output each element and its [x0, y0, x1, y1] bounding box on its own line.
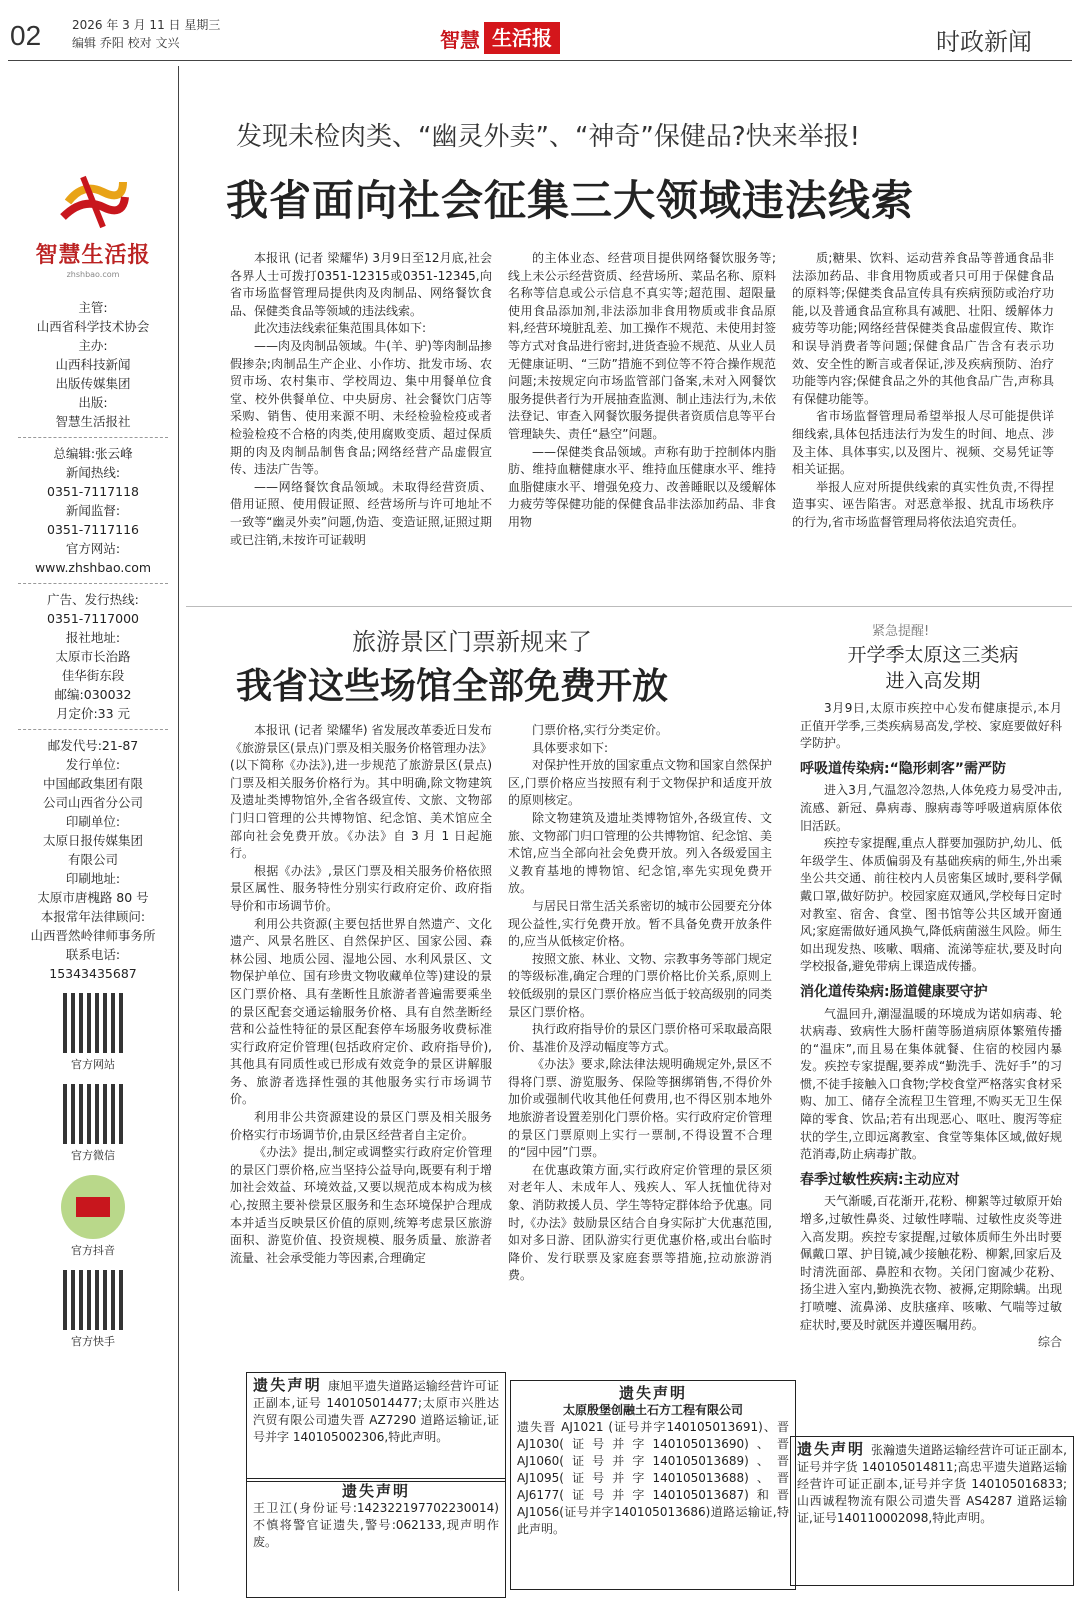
article-paragraph: ——保健类食品领域。声称有助于控制体内脂肪、维持血糖健康水平、维持血压健康水平、维持血脂健康水平、增强免疫力、改善睡眠以及缓解体力疲劳等保健功能的保健食品非法添加药品、非食用物: [508, 444, 776, 529]
article3-body: [800, 700, 1062, 1420]
article-paragraph: 疾控专家提醒,重点人群要加强防护,幼儿、低年级学生、体质偏弱及有基础疾病的师生,外出乘坐公共交通、前往校内人员密集区域时,要科学佩戴口罩,做好防护。校园家庭双通风,学校每日定时对教室、宿舍、食堂、图书馆等公共区域开窗通风;家庭需做好通风换气,降低病菌滋生风险。师生如出现发热、咳嗽、咽痛、流涕等症状,要及时向学校报备,避免带病上课造成传播。: [800, 836, 1062, 974]
article-paragraph: 本报讯 (记者 梁耀华) 省发展改革委近日发布《旅游景区(景点)门票及相关服务价格管理办法》(以下简称《办法》),进一步规范了旅游景区(景点)门票及相关服务价格行为。其中明确,除文物建筑及遗址类博物馆外,全省各级宣传、文旅、文物部门归口管理的公共博物馆、纪念馆、美术馆应全部向社会免费开放。《办法》自 3 月 1 日起施行。: [230, 723, 492, 861]
article-paragraph: 利用公共资源(主要包括世界自然遗产、文化遗产、风景名胜区、自然保护区、国家公园、森林公园、地质公园、湿地公园、水利风景区、文物保护单位、国有珍贵文物收藏单位等)建设的景区门票价格、具有垄断性且旅游者普遍需要乘坐的景区配套交通运输服务价格、具有自然垄断经营和公益性特征的景区配套停车场服务收费标准实行政府定价管理(包括政府定价、政府指导价),其他具有同质性或已形成有效竞争的景区讲解服务、旅游者选择性强的其他服务实行市场调节价。: [230, 916, 492, 1107]
notice-body: 张瀚遗失道路运输经营许可证正副本,证号并字货 140105014811;高忠平遗失道路运输经营许可证正副本,证号并字货 140105016833;山西诚程物流有限公司遗失晋 AS4287 道路运输证,证号140110002098,特此声明。: [797, 1443, 1067, 1525]
editor-line: 编辑 乔阳 校对 文兴: [72, 36, 180, 50]
article-paragraph: 具体要求如下:: [532, 740, 609, 755]
article-paragraph: 《办法》要求,除法律法规明确规定外,景区不得将门票、游览服务、保险等捆绑销售,不得价外加价或强制代收其他任何费用,也不得区别本地外地旅游者设置差别化门票价格。实行政府定价管理的景区门票原则上实行一票制,不得设置不合理的“园中园”门票。: [508, 1057, 772, 1160]
article3-kicker: 紧急提醒!: [872, 624, 930, 639]
article-paragraph: 在优惠政策方面,实行政府定价管理的景区须对老年人、未成年人、残疾人、军人抚恤优待对象、消防救援人员、学生等特定群体给予优惠。同时,《办法》鼓励景区结合自身实际扩大优惠范围,如对多日游、团队游实行更优惠价格,或出台临时降价、发行联票及家庭套票等措施,拉动旅游消费。: [508, 1162, 772, 1283]
article1-column-2: [508, 250, 776, 600]
sidebar-info-line: 出版传媒集团: [55, 376, 131, 391]
article3-headline: [808, 642, 1058, 694]
article1-kicker: 发现未检肉类、“幽灵外卖”、“神奇”保健品?快来举报!: [236, 122, 861, 152]
article-paragraph: 根据《办法》,景区门票及相关服务价格依照景区属性、服务特性分别实行政府定价、政府指导价和市场调节价。: [230, 863, 492, 913]
sidebar-info-line: 山西省科学技术协会: [36, 319, 150, 334]
article1-headline: 我省面向社会征集三大领域违法线索: [226, 176, 915, 225]
article-paragraph: 按照文旅、林业、文物、宗教事务等部门规定的等级标准,确定合理的门票价格比价关系,原则上较低级别的景区门票价格应当低于较高级别的同类景区门票价格。: [508, 951, 772, 1019]
article-paragraph: 与居民日常生活关系密切的城市公园要充分体现公益性,实行免费开放。暂不具备免费开放条件的,应当从低核定价格。: [508, 898, 772, 949]
sidebar-paper-name: 智慧生活报: [35, 242, 151, 268]
sidebar-info-line: 联系电话:: [65, 947, 121, 962]
sidebar-info-line: 新闻热线:: [65, 465, 121, 480]
sidebar-info-line: 发行单位:: [65, 757, 121, 772]
douyin-badge-icon[interactable]: [61, 1175, 125, 1239]
sidebar-info-line: 总编辑:张云峰: [53, 446, 133, 461]
article-paragraph: 《办法》提出,制定或调整实行政府定价管理的景区门票价格,应当坚持公益导向,既要有利于增加社会效益、环境效益,又要以规范成本构成为核心,按照主要补偿景区服务和生态环境保护合理成本并适当反映景区价值的原则,统筹考虑景区旅游面积、游览价值、投资规模、服务质量、旅游者流量、社会承受能力等因素,合理确定: [230, 1145, 492, 1265]
notice-body: 王卫江(身份证号:142322197702230014) 不慎将警官证遗失,警号:062133,现声明作废。: [253, 1501, 499, 1549]
contact-info-block: [8, 444, 178, 577]
article3-sub2: 消化道传染病:肠道健康要守护: [800, 983, 988, 1000]
masthead-logo: [440, 22, 632, 54]
article2-column-2: [508, 722, 772, 1370]
sidebar-info-line: 中国邮政集团有限: [42, 776, 143, 791]
qr-caption: 官方网站: [71, 1058, 115, 1071]
sidebar-info-line: 15343435687: [49, 966, 137, 981]
article-paragraph: ——网络餐饮食品领域。未取得经营资质、借用证照、使用假证照、经营场所与许可地址不一致等“幽灵外卖”问题,伪造、变造证照,证照过期或已注销,未按许可证载明: [230, 479, 492, 547]
sidebar-info-line: 公司山西省分公司: [42, 795, 143, 810]
sidebar-info-line: 本报常年法律顾问:: [40, 909, 146, 924]
article-paragraph: 对保护性开放的国家重点文物和国家自然保护区,门票价格应当按照有利于文物保护和适度开放的原则核定。: [508, 758, 772, 808]
sidebar-info-line: 印刷单位:: [65, 814, 121, 829]
sidebar-info-line: 太原日报传媒集团: [42, 833, 143, 848]
article-paragraph: 省市场监督管理局希望举报人尽可能提供详细线索,具体包括违法行为发生的时间、地点、涉及主体、具体事实,以及图片、视频、交易凭证等相关证据。: [792, 409, 1054, 477]
sidebar-info-line: 0351-7117116: [47, 522, 139, 537]
distribution-info-block: [8, 736, 178, 983]
article3-source: 综合: [1037, 1335, 1062, 1350]
article3-headline-line1: 开学季太原这三类病: [847, 644, 1019, 666]
article-paragraph: 进入3月,气温忽冷忽热,人体免疫力易受冲击,流感、新冠、鼻病毒、腺病毒等呼吸道病原体依旧活跃。: [800, 783, 1062, 833]
sidebar-info-line: 月定价:33 元: [55, 706, 131, 721]
notice-body: 遗失晋 AJ1021 (证号并字140105013691)、晋 AJ1030(证号并字140105013690)、晋 AJ1060(证号并字140105013689)、晋 AJ1095(证号并字140105013688)、晋 AJ6177(证号并字140105013687)和晋 AJ1056(证号并字140105013686)道路运输证,特此声明。: [517, 1420, 789, 1536]
lost-notice-2: [246, 1478, 506, 1598]
article2-kicker: 旅游景区门票新规来了: [352, 628, 592, 656]
article1-column-1: [230, 250, 492, 600]
issue-date: 2026 年 3 月 11 日 星期三: [72, 18, 221, 32]
qr-caption: 官方快手: [71, 1335, 115, 1348]
sidebar-info-line: 智慧生活报社: [55, 414, 131, 429]
page-number: 02: [10, 20, 42, 51]
sidebar-info-line: 太原市长治路: [55, 649, 131, 664]
notice-body: 康旭平遗失道路运输经营许可证正副本,证号 140105014477;太原市兴胜达汽贸有限公司遗失晋 AZ7290 道路运输证,证号并字 140105002306,特此声明。: [253, 1379, 499, 1444]
lost-notice-1: [246, 1372, 506, 1482]
notice-title: 遗失声明: [618, 1384, 687, 1402]
sidebar-info-line: 0351-7117000: [47, 611, 139, 626]
sidebar-info-line: 出版:: [78, 395, 108, 410]
sidebar-info-line: 官方网站:: [65, 541, 121, 556]
article-paragraph: 质;糖果、饮料、运动营养食品等普通食品非法添加药品、非食用物质或者只可用于保健食品的原料等;保健类食品宣传具有疾病预防或治疗功能,以及普通食品宣称具有减肥、壮阳、缓解体力疲劳等功能;网络经营保健类食品虚假宣传、欺诈和误导消费者等问题;保健食品广告含有表示功效、安全性的断言或者保证,涉及疾病预防、治疗功能等内容;保健食品之外的其他食品广告,声称具有保健功能等。: [792, 251, 1054, 406]
issue-meta: [72, 16, 220, 52]
lost-notice-4: [790, 1436, 1074, 1586]
article-paragraph: 天气渐暖,百花渐开,花粉、柳絮等过敏原开始增多,过敏性鼻炎、过敏性哮喘、过敏性皮炎等进入高发期。疾控专家提醒,过敏体质师生外出时要佩戴口罩、护目镜,减少接触花粉、柳絮,回家后及时清洗面部、鼻腔和衣物。关闭门窗减少花粉、扬尘进入室内,勤换洗衣物、被褥,定期除螨。出现打喷嚏、流鼻涕、皮肤瘙痒、咳嗽、气喘等过敏症状时,要及时就医并遵医嘱用药。: [800, 1194, 1062, 1332]
qr-caption: 官方抖音: [71, 1244, 115, 1257]
qr-code-kuaishou[interactable]: [63, 1270, 123, 1330]
article-paragraph: 门票价格,实行分类定价。: [532, 723, 668, 737]
masthead-prefix: 智慧: [440, 27, 480, 52]
sidebar-info-line: 报社地址:: [65, 630, 121, 645]
sidebar: [8, 66, 178, 1361]
masthead-info-block: [8, 298, 178, 431]
article-paragraph: 本报讯 (记者 梁耀华) 3月9日至12月底,社会各界人士可拨打0351-12315或0351-12345,向省市场监督管理局提供肉及肉制品、网络餐饮食品、保健类食品等领域的违法线索。: [230, 251, 492, 318]
article3-headline-line2: 进入高发期: [885, 670, 981, 692]
sidebar-info-line: 广告、发行热线:: [47, 592, 139, 607]
qr-code-website[interactable]: [63, 993, 123, 1053]
article3-intro: 3月9日,太原市疾控中心发布健康提示,本月正值开学季,三类疾病易高发,学校、家庭要做好科学防护。: [800, 701, 1062, 751]
sidebar-info-line: 0351-7117118: [47, 484, 139, 499]
sidebar-paper-url: zhshbao.com: [66, 270, 120, 279]
article2-column-1: [230, 722, 492, 1370]
header-divider: [8, 60, 1072, 61]
sidebar-info-line: 主管:: [78, 300, 108, 315]
section-title: 时政新闻: [936, 28, 1032, 56]
sidebar-info-line: 印刷地址:: [65, 871, 121, 886]
article-paragraph: 执行政府指导价的景区门票价格可采取最高限价、基准价及浮动幅度等方式。: [508, 1022, 772, 1054]
notice-title: 遗失声明: [341, 1482, 410, 1500]
article-paragraph: 利用非公共资源建设的景区门票及相关服务价格实行市场调节价,由景区经营者自主定价。: [230, 1110, 492, 1142]
notice-company: 太原殷堡创融土石方工程有限公司: [562, 1403, 743, 1417]
sidebar-info-line: 山西晋然岭律师事务所: [30, 928, 156, 943]
section-divider: [186, 606, 1072, 607]
sidebar-info-line: www.zhshbao.com: [34, 560, 152, 575]
notice-title: 遗失声明: [253, 1376, 322, 1394]
article-paragraph: 除文物建筑及遗址类博物馆外,各级宣传、文旅、文物部门归口管理的公共博物馆、纪念馆、美术馆,应当全部向社会免费开放。列入各级爱国主义教育基地的博物馆、纪念馆,率先实现免费开放。: [508, 810, 772, 896]
article-paragraph: 举报人应对所提供线索的真实性负责,不得捏造事实、诬告陷害。对恶意举报、扰乱市场秩序的行为,省市场监督管理局将依法追究责任。: [792, 479, 1054, 529]
qr-code-wechat[interactable]: [63, 1084, 123, 1144]
sidebar-info-line: 主办:: [78, 338, 108, 353]
sidebar-info-line: 邮编:030032: [54, 687, 132, 702]
sidebar-info-line: 邮发代号:21-87: [47, 738, 139, 753]
sidebar-info-line: 新闻监督:: [65, 503, 121, 518]
article1-column-3: [792, 250, 1054, 600]
sidebar-info-line: 太原市唐槐路 80 号: [37, 890, 149, 905]
article-paragraph: ——肉及肉制品领域。牛(羊、驴)等肉制品掺假掺杂;肉制品生产企业、小作坊、批发市场、农贸市场、农村集市、学校周边、集中用餐单位食堂、校外供餐单位、中央厨房、社会餐饮门店等采购、销售、使用来源不明、未经检验检疫或者检验检疫不合格的肉类,使用腐败变质、超过保质期的肉及肉制品制售食品;网络经营产品虚假宣传、违法广告等。: [230, 338, 492, 477]
sidebar-divider: [178, 66, 179, 1591]
sidebar-info-line: 山西科技新闻: [55, 357, 131, 372]
newspaper-logo-icon: [8, 162, 178, 242]
article-paragraph: 气温回升,潮湿温暖的环境成为诺如病毒、轮状病毒、致病性大肠杆菌等肠道病原体繁殖传播的“温床”,而且易在集体就餐、住宿的校园内暴发。疾控专家提醒,要养成“勤洗手、洗好手”的习惯,不徒手接触入口食物;学校食堂严格落实食材采购、加工、储存全流程卫生管理,不购买无卫生保障的零食、饮品;若有出现恶心、呕吐、腹泻等症状的学生,立即远离教室、食堂等集体区域,做好规范消毒,防止病毒扩散。: [800, 1006, 1062, 1162]
sidebar-info-line: 有限公司: [67, 852, 118, 867]
qr-caption: 官方微信: [71, 1149, 115, 1162]
notice-title: 遗失声明: [797, 1440, 866, 1458]
lost-notice-3: [510, 1380, 796, 1590]
article3-sub1: 呼吸道传染病:“隐形刺客”需严防: [800, 760, 1007, 777]
ad-info-block: [8, 590, 178, 723]
masthead-name: 生活报: [484, 22, 560, 54]
article-paragraph: 的主体业态、经营项目提供网络餐饮服务等;线上未公示经营资质、经营场所、菜品名称、原料名称等信息或公示信息不真实等;超范围、超限量使用食品添加剂,非法添加非食用物质或非食品原料,经营环境脏乱差、加工操作不规范、未使用封签等方式对食品进行密封,进货查验不规范、从业人员无健康证明、“三防”措施不到位等不符合操作规范问题;未按规定向市场监管部门备案,未对入网餐饮服务提供者行为开展抽查监测、制止违法行为,未依法登记、审查入网餐饮服务提供者资质信息等平台管理缺失、责任“悬空”问题。: [508, 251, 776, 441]
article2-headline: 我省这些场馆全部免费开放: [236, 665, 669, 707]
article-paragraph: 此次违法线索征集范围具体如下:: [254, 321, 427, 336]
article3-sub3: 春季过敏性疾病:主动应对: [800, 1171, 960, 1188]
sidebar-info-line: 佳华街东段: [61, 668, 125, 683]
